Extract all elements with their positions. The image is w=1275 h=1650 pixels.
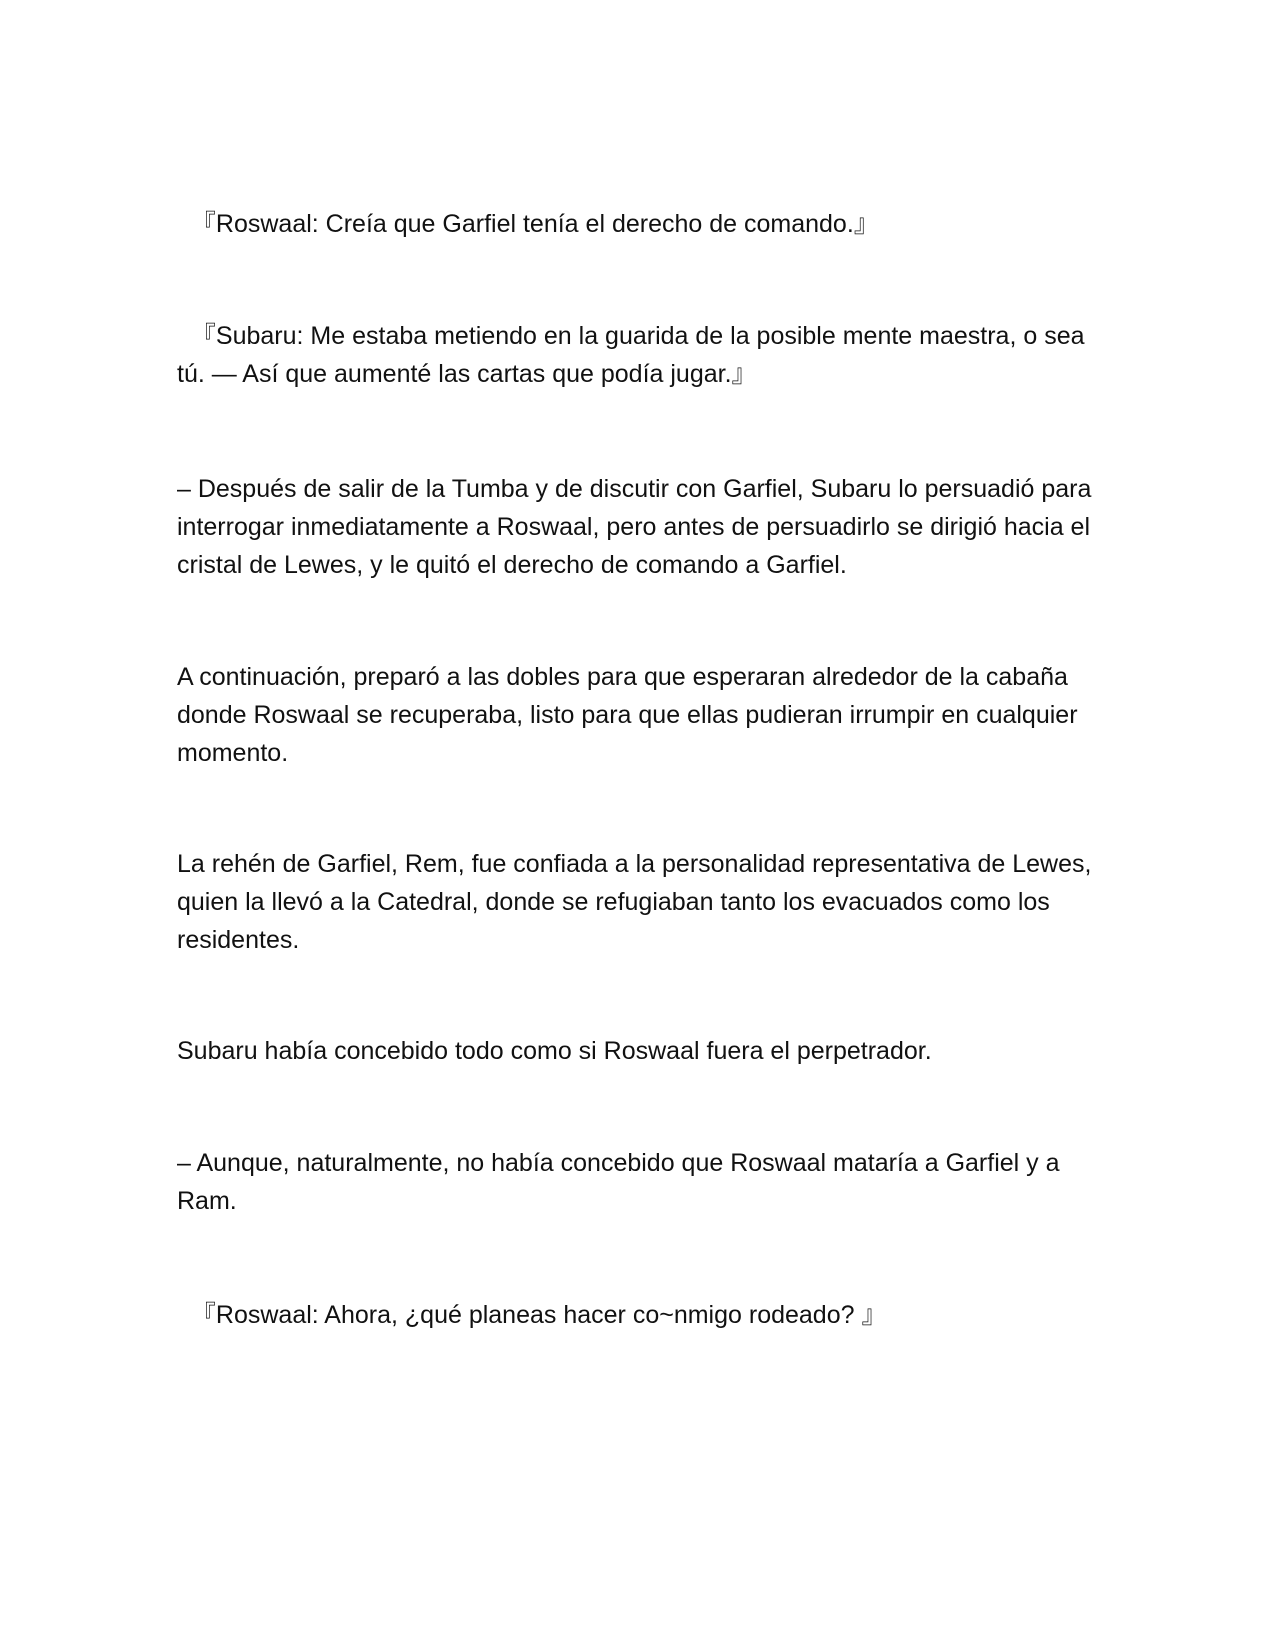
dialogue-subaru-1: 『Subaru: Me estaba metiendo en la guarida de la posible mente maestra, o sea tú. — Así que aumenté las cartas que podía jugar.』 bbox=[177, 322, 1092, 388]
narration-paragraph-2: A continuación, preparó a las dobles para que esperaran alrededor de la cabaña donde Roswaal se recuperaba, listo para que ellas pudieran irrumpir en cualquier momento. bbox=[177, 663, 1078, 767]
narration-paragraph-4: Subaru había concebido todo como si Roswaal fuera el perpetrador. bbox=[177, 1037, 932, 1065]
narration-paragraph-1: – Después de salir de la Tumba y de discutir con Garfiel, Subaru lo persuadió para interrogar inmediatamente a Roswaal, pero antes de persuadirlo se dirigió hacia el cristal de Lewes, y le quitó el derecho de comando a Garfiel. bbox=[177, 475, 1092, 579]
dialogue-roswaal-2: 『Roswaal: Ahora, ¿qué planeas hacer co~nmigo rodeado? 』 bbox=[177, 1301, 887, 1329]
dialogue-roswaal-1: 『Roswaal: Creía que Garfiel tenía el derecho de comando.』 bbox=[177, 210, 879, 238]
narration-paragraph-5: – Aunque, naturalmente, no había concebido que Roswaal mataría a Garfiel y a Ram. bbox=[177, 1149, 1060, 1215]
narration-paragraph-3: La rehén de Garfiel, Rem, fue confiada a la personalidad representativa de Lewes, quien la llevó a la Catedral, donde se refugiaban tanto los evacuados como los residentes. bbox=[177, 850, 1092, 954]
